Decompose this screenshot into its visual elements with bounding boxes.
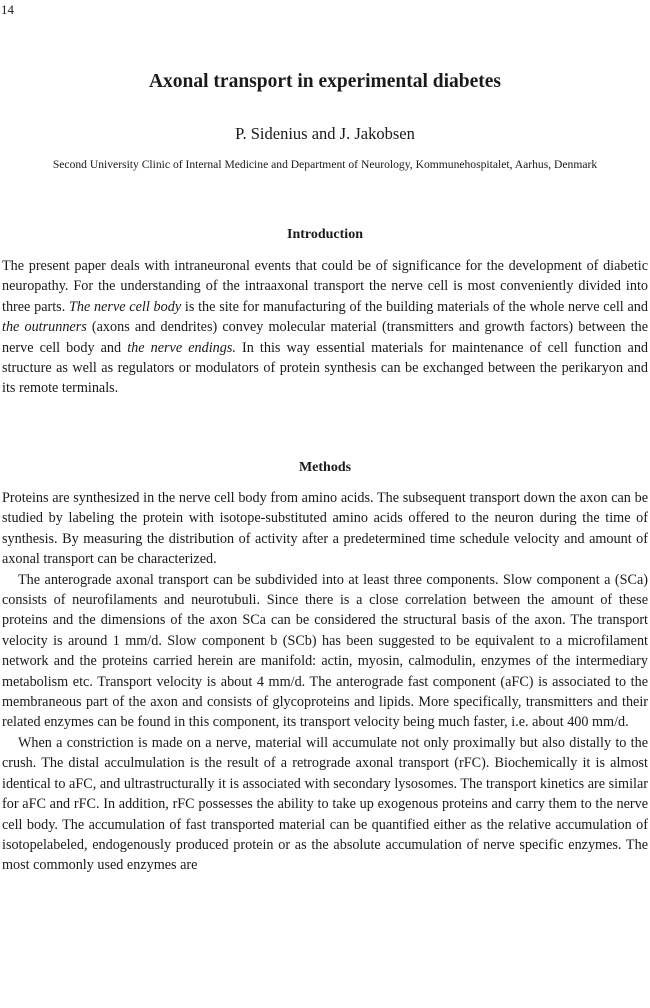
- methods-paragraph-2: The anterograde axonal transport can be subdivided into at least three components. Slow component a (SCa) consists of neurofilaments and neurotubuli. Since there is a close correlation between the amount of these proteins and the dimensions of the axon SCa can be considered the structural basis of the axon. The transport velocity is around 1 mm/d. Slow component b (SCb) has been suggested to be equivalent to a microfilament network and the proteins carried herein are manifold: actin, myosin, calmodulin, enzymes of the intermediary metabolism etc. Transport velocity is about 4 mm/d. The anterograde fast component (aFC) is associated to the membraneous part of the axon and consists of glycoproteins and lipids. More specifically, transmitters and their related enzymes can be found in this component, its transport velocity being much faster, i.e. about 400 mm/d.: [2, 571, 648, 731]
- page-number: 14: [1, 2, 14, 17]
- methods-section: [2, 488, 648, 876]
- affiliation: Second University Clinic of Internal Medicine and Department of Neurology, Kommunehospitalet, Aarhus, Denmark: [52, 158, 598, 171]
- methods-heading: Methods: [298, 460, 352, 475]
- emphasis-outrunners: the outrunners: [2, 319, 87, 336]
- emphasis-nerve-cell-body: The nerve cell body: [69, 298, 182, 315]
- methods-paragraph-3: When a constriction is made on a nerve, material will accumulate not only proximally but also distally to the crush. The distal acculmulation is the result of a retrograde axonal transport (rFC). Biochemically it is almost identical to aFC, and ultrastructurally it is associated with secondary lysosomes. The transport kinetics are similar for aFC and rFC. In addition, rFC possesses the ability to take up exogenous proteins and carry them to the nerve cell body. The accumulation of fast transported material can be quantified either as the relative accumulation of isotopelabeled, endogenously produced protein or as the absolute accumulation of nerve specific enzymes. The most commonly used enzymes are: [2, 734, 648, 874]
- emphasis-nerve-endings: the nerve endings.: [127, 339, 236, 356]
- authors: P. Sidenius and J. Jakobsen: [235, 124, 415, 143]
- methods-paragraph-1: Proteins are synthesized in the nerve cell body from amino acids. The subsequent transport down the axon can be studied by labeling the protein with isotope-substituted amino acids offered to the neuron during the time of synthesis. By measuring the distribution of activity after a predetermined time schedule velocity and amount of axonal transport can be characterized.: [2, 490, 648, 568]
- introduction-heading: Introduction: [287, 227, 363, 242]
- introduction-paragraph: The present paper deals with intraneuronal events that could be of significance for the development of diabetic neuropathy. For the understanding of the intraaxonal transport the nerve cell is most conveniently divided into three parts. The nerve cell body is the site for manufacturing of the building materials of the whole nerve cell and the outrunners (axons and dendrites) convey molecular material (transmitters and growth factors) between the nerve cell body and the nerve endings. In this way essential materials for maintenance of cell function and structure as well as regulators or modulators of protein synthesis can be exchanged between the perikaryon and its remote terminals.: [2, 258, 649, 397]
- introduction-section: [2, 256, 648, 399]
- paper-title: Axonal transport in experimental diabetes: [148, 71, 502, 92]
